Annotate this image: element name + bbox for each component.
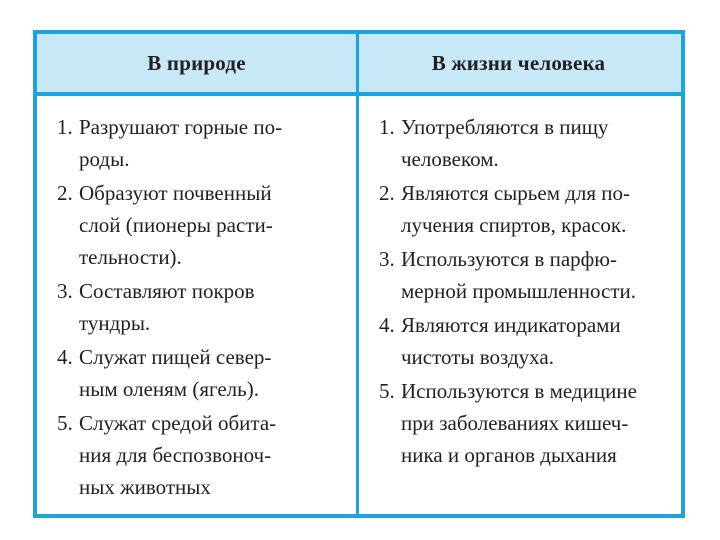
item-number: 5.: [379, 379, 395, 403]
item-text-line: слой (пионеры расти-: [79, 213, 273, 237]
item-text-line: тундры.: [79, 311, 151, 335]
nature-list: [57, 111, 347, 503]
list-item: [379, 177, 679, 241]
item-text-line: Образуют почвенный: [79, 181, 272, 205]
item-text-line: при заболеваниях кишеч-: [401, 411, 629, 435]
item-number: 3.: [379, 247, 395, 271]
item-text-line: Являются сырьем для по-: [401, 181, 631, 205]
item-text: [401, 375, 637, 471]
item-text: [79, 111, 282, 175]
human-life-list: [379, 111, 679, 471]
item-text-line: лучения спиртов, красок.: [401, 213, 627, 237]
item-text-line: ным оленям (ягель).: [79, 377, 259, 401]
item-text-line: Разрушают горные по-: [79, 115, 283, 139]
item-text-line: Используются в медицине: [401, 379, 637, 403]
item-text: [79, 275, 255, 339]
item-number: 2.: [379, 181, 395, 205]
item-text: [401, 111, 608, 175]
header-in-human-life: В жизни человека: [431, 50, 606, 75]
list-item: [57, 111, 347, 175]
item-text-line: ника и органов дыхания: [401, 443, 617, 467]
table-header-row: [37, 34, 681, 92]
column-divider-line: [356, 34, 359, 514]
nature-column: [57, 111, 347, 505]
item-text-line: Составляют покров: [79, 279, 255, 303]
item-text-line: мерной промышленности.: [401, 279, 637, 303]
list-item: [379, 309, 679, 373]
item-text-line: Употребляются в пищу: [401, 115, 609, 139]
item-text-line: Используются в парфю-: [401, 247, 617, 271]
item-text: [79, 407, 276, 503]
item-number: 4.: [57, 345, 73, 369]
item-text-line: чистоты воздуха.: [401, 345, 554, 369]
item-number: 3.: [57, 279, 73, 303]
list-item: [57, 407, 347, 503]
human-life-column: [379, 111, 679, 473]
item-number: 1.: [379, 115, 395, 139]
lichen-significance-table: [33, 30, 685, 518]
item-text: [79, 341, 271, 405]
item-number: 5.: [57, 411, 73, 435]
item-number: 4.: [379, 313, 395, 337]
item-text-line: тельности).: [79, 245, 182, 269]
item-text: [401, 243, 636, 307]
item-number: 2.: [57, 181, 73, 205]
item-number: 1.: [57, 115, 73, 139]
item-text-line: роды.: [79, 147, 130, 171]
list-item: [379, 243, 679, 307]
item-text-line: Служат пищей север-: [79, 345, 272, 369]
header-divider-line: [37, 92, 681, 96]
list-item: [57, 177, 347, 273]
item-text-line: ных животных: [79, 475, 211, 499]
item-text: [79, 177, 273, 273]
list-item: [57, 341, 347, 405]
list-item: [379, 111, 679, 175]
item-text: [401, 309, 621, 373]
list-item: [379, 375, 679, 471]
item-text-line: Служат средой обита-: [79, 411, 277, 435]
item-text: [401, 177, 630, 241]
item-text-line: человеком.: [401, 147, 499, 171]
header-in-nature: В природе: [147, 50, 246, 75]
item-text-line: ния для беспозвоноч-: [79, 443, 272, 467]
list-item: [57, 275, 347, 339]
item-text-line: Являются индикаторами: [401, 313, 621, 337]
